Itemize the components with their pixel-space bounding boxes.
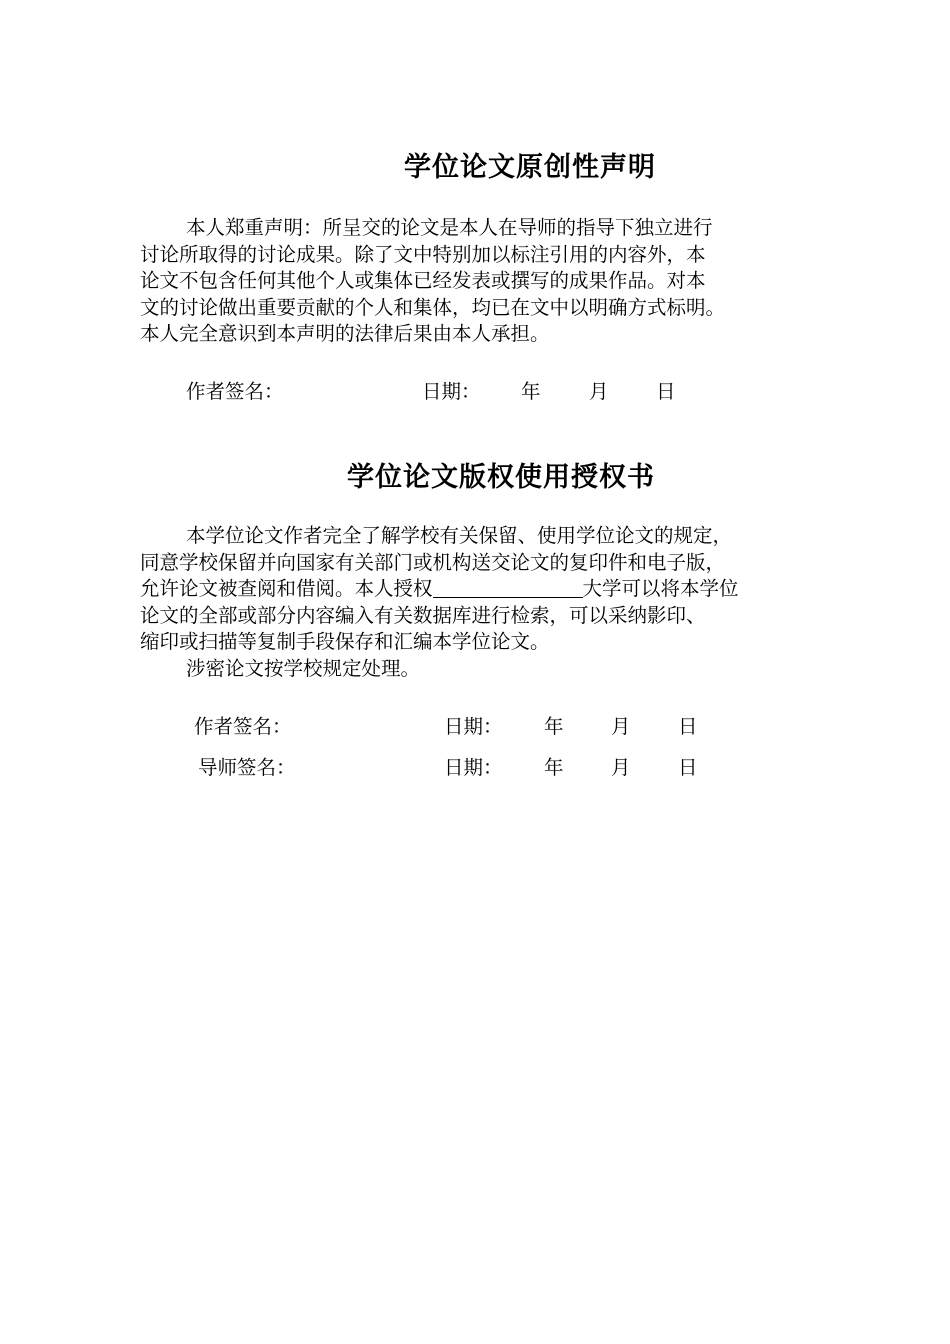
authorization-line: 论文的全部或部分内容编入有关数据库进行检索，可以采纳影印、 <box>140 603 706 627</box>
date-label: 日期： <box>444 715 503 738</box>
date-label: 日期： <box>422 380 481 403</box>
authorization-line: 同意学校保留并向国家有关部门或机构送交论文的复印件和电子版， <box>140 550 726 574</box>
year-label: 年 <box>544 715 564 738</box>
authorization-line: 涉密论文按学校规定处理。 <box>186 656 421 680</box>
authorization-line: 缩印或扫描等复制手段保存和汇编本学位论文。 <box>140 630 550 653</box>
declaration-title: 学位论文原创性声明 <box>404 152 656 183</box>
month-label: 月 <box>611 715 631 738</box>
declaration-line: 本人郑重声明：所呈交的论文是本人在导师的指导下独立进行 <box>186 216 713 239</box>
day-label: 日 <box>678 715 698 738</box>
declaration-line: 论文不包含任何其他个人或集体已经发表或撰写的成果作品。对本 <box>140 269 706 292</box>
month-label: 月 <box>589 380 609 403</box>
day-label: 日 <box>656 380 676 403</box>
year-label: 年 <box>544 756 564 779</box>
university-name-blank <box>433 577 583 598</box>
month-label: 月 <box>611 756 631 779</box>
declaration-line: 本人完全意识到本声明的法律后果由本人承担。 <box>140 322 550 345</box>
authorization-line: 本学位论文作者完全了解学校有关保留、使用学位论文的规定， <box>186 524 733 547</box>
supervisor-signature-label: 导师签名： <box>198 756 296 779</box>
declaration-paragraph <box>140 215 830 348</box>
authorization-text: 大学可以将本学位 <box>582 577 739 600</box>
author-signature-label: 作者签名： <box>186 380 284 403</box>
authorization-title: 学位论文版权使用授权书 <box>347 462 655 493</box>
date-label: 日期： <box>444 756 503 779</box>
declaration-line: 讨论所取得的讨论成果。除了文中特别加以标注引用的内容外，本 <box>140 242 706 266</box>
year-label: 年 <box>521 380 541 403</box>
authorization-line-with-blank <box>140 576 830 603</box>
authorization-text: 允许论文被查阅和借阅。本人授权 <box>140 577 433 600</box>
authorization-paragraph <box>140 523 830 682</box>
author-signature-label: 作者签名： <box>194 715 292 738</box>
day-label: 日 <box>678 756 698 779</box>
declaration-line: 文的讨论做出重要贡献的个人和集体，均已在文中以明确方式标明。 <box>140 295 726 319</box>
